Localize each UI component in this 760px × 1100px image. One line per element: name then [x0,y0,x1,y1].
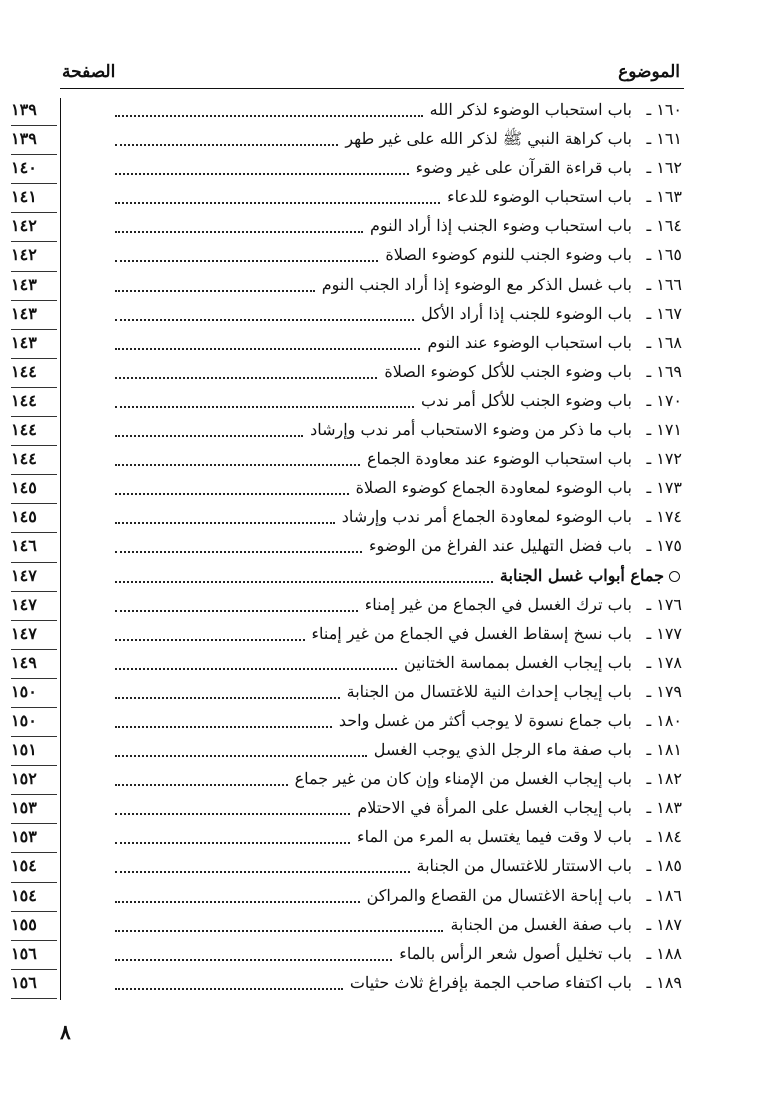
chapter-number: ١٨٤ ـ [646,827,682,847]
section-title [500,566,680,585]
dot-leader [115,435,303,437]
title-text: باب الوضوء للجنب إذا أراد الأكل [421,303,632,323]
dot-leader [115,319,414,321]
page-number: ١٥٠ [11,681,37,701]
page-number-rule [11,707,57,708]
page-number: ١٤٥ [11,507,37,527]
chapter-title [430,100,632,119]
title-text: باب تخليل أصول شعر الرأس بالماء [399,943,632,963]
page-number-rule [11,532,57,533]
dot-leader [115,493,349,495]
page-number-rule [11,445,57,446]
dot-leader [115,406,414,408]
dot-leader [115,871,410,873]
chapter-title [365,595,632,614]
toc-section-heading [11,564,684,593]
dot-leader [115,231,363,233]
page-number: ١٥٤ [11,856,37,876]
title-text: باب الوضوء لمعاودة الجماع كوضوء الصلاة [355,478,632,498]
chapter-number: ١٧٩ ـ [646,681,682,701]
page-number: ١٥٤ [11,885,37,905]
chapter-title [450,915,632,934]
title-text: باب لا وقت فيما يغتسل به المرء من الماء [357,827,632,847]
dot-leader [115,290,315,292]
chapter-title [404,653,632,672]
chapter-number: ١٦٥ ـ [646,245,682,265]
dot-leader [115,813,350,815]
page-number-rule [11,358,57,359]
chapter-number: ١٦٩ ـ [646,361,682,381]
chapter-number: ١٧٢ ـ [646,449,682,469]
page-number: ١٣٩ [11,129,37,149]
page-number-rule [11,125,57,126]
chapter-title [357,827,632,846]
page-number: ١٥٣ [11,798,37,818]
title-text: باب استحباب وضوء الجنب إذا أراد النوم [369,216,632,236]
page-number: ١٤٢ [11,216,37,236]
title-text: جماع أبواب غسل الجنابة [499,565,664,585]
chapter-title [356,478,632,497]
title-text: باب صفة الغسل من الجنابة [450,914,632,934]
dot-leader [115,755,367,757]
title-text: باب إيجاب الغسل على المرأة في الاحتلام [357,798,632,818]
dot-leader [115,697,340,699]
title-text: باب الاستتار للاغتسال من الجنابة [416,856,632,876]
page-column-label: الصفحة [62,62,116,82]
chapter-title [447,187,632,206]
page-number-rule [11,649,57,650]
page-number-rule [11,183,57,184]
title-text: باب إيجاب الغسل من الإمناء وإن كان من غير جماع [294,769,632,789]
page-number-rule [11,911,57,912]
toc-row [11,622,684,651]
topic-column-label: الموضوع [618,62,680,82]
page-number-rule [11,154,57,155]
page-number: ١٤٤ [11,390,37,410]
title-text: باب وضوء الجنب للأكل كوضوء الصلاة [384,361,632,381]
chapter-number: ١٧٥ ـ [646,536,682,556]
page-number-rule [11,329,57,330]
title-text: باب استحباب الوضوء عند النوم [427,332,632,352]
dot-leader [115,377,377,379]
chapter-number: ١٨٩ ـ [646,972,682,992]
page-number: ١٤٤ [11,449,37,469]
page-number-rule [11,940,57,941]
toc-list [11,98,684,1000]
page-number: ١٤٣ [11,274,37,294]
chapter-number: ١٨٦ ـ [646,885,682,905]
page-number-rule [11,823,57,824]
title-text: باب وضوء الجنب للأكل أمر ندب [420,390,632,410]
page-number-rule [11,765,57,766]
title-text: باب كراهة النبي ﷺ لذكر الله على غير طهر [345,129,632,149]
page-number-rule [11,271,57,272]
page-number-rule [11,852,57,853]
toc-row [11,884,684,913]
page-number: ١٤٠ [11,158,37,178]
page-number: ١٤٦ [11,536,37,556]
toc-row [11,680,684,709]
chapter-number: ١٦٠ ـ [646,100,682,119]
chapter-title [347,682,632,701]
dot-leader [115,901,360,903]
toc-row [11,534,684,563]
page-number-rule [11,794,57,795]
title-text: باب الوضوء لمعاودة الجماع أمر ندب وإرشاد [341,507,632,527]
title-text: باب غسل الذكر مع الوضوء إذا أراد الجنب النوم [321,274,632,294]
page-number: ١٤٩ [11,652,37,672]
toc-row [11,476,684,505]
dot-leader [115,464,360,466]
chapter-title [370,216,632,235]
page-number-rule [11,678,57,679]
page-number-rule [11,212,57,213]
chapter-number: ١٨٥ ـ [646,856,682,876]
chapter-number: ١٨٨ ـ [646,943,682,963]
page-number: ١٤٤ [11,361,37,381]
toc-row [11,651,684,680]
page-number-rule [11,474,57,475]
chapter-number: ١٧٤ ـ [646,507,682,527]
dot-leader [115,522,335,524]
dot-leader [115,959,392,961]
toc-row [11,447,684,476]
toc-row [11,156,684,185]
page-number: ١٥٦ [11,943,37,963]
chapter-title [367,886,632,905]
page-number-rule [11,736,57,737]
chapter-title [374,740,632,759]
toc-row [11,738,684,767]
chapter-title [369,536,632,555]
dot-leader [115,988,343,990]
title-text: باب قراءة القرآن على غير وضوء [415,158,632,178]
title-text: باب صفة ماء الرجل الذي يوجب الغسل [373,740,632,760]
chapter-number: ١٧٦ ـ [646,594,682,614]
dot-leader [115,173,409,175]
chapter-number: ١٦١ ـ [646,129,682,149]
page-number-rule [11,620,57,621]
dot-leader [115,551,362,553]
page-number: ١٥٠ [11,710,37,730]
title-text: باب فضل التهليل عند الفراغ من الوضوء [368,536,632,556]
page-number-rule [11,969,57,970]
title-text: باب نسخ إسقاط الغسل في الجماع من غير إمناء [311,623,632,643]
page-number: ١٤٢ [11,245,37,265]
chapter-number: ١٦٣ ـ [646,187,682,207]
dot-leader [115,610,358,612]
dot-leader [115,726,332,728]
page-number-rule [11,591,57,592]
chapter-number: ١٦٢ ـ [646,158,682,178]
chapter-title [385,245,632,264]
page-number: ١٤٣ [11,303,37,323]
toc-row [11,360,684,389]
title-text: باب استحباب الوضوء للدعاء [447,187,632,207]
toc-row [11,243,684,272]
dot-leader [115,202,440,204]
toc-row [11,418,684,447]
page-number-rule [11,387,57,388]
dot-leader [115,144,338,146]
chapter-title [416,158,632,177]
chapter-title [312,624,633,643]
toc-row [11,214,684,243]
title-text: باب ترك الغسل في الجماع من غير إمناء [364,594,632,614]
toc-header [60,52,684,89]
toc-row [11,913,684,942]
page-number: ١٥٣ [11,827,37,847]
chapter-title [367,449,632,468]
page-number-rule [11,300,57,301]
chapter-title [427,333,632,352]
toc-row [11,389,684,418]
dot-leader [115,784,288,786]
title-text: باب اكتفاء صاحب الجمة بإفراغ ثلاث حثيات [349,972,632,992]
toc-row [11,825,684,854]
toc-row [11,505,684,534]
chapter-number: ١٨١ ـ [646,740,682,760]
page-number-rule [11,562,57,563]
chapter-title [339,711,632,730]
chapter-title [384,362,632,381]
page-number: ١٤١ [11,187,37,207]
title-text: باب إيجاب إحداث النية للاغتسال من الجنابة [346,681,632,701]
toc-row [11,942,684,971]
chapter-title [342,507,632,526]
page-number: ١٣٩ [11,100,37,119]
dot-leader [115,842,350,844]
chapter-number: ١٧٧ ـ [646,623,682,643]
chapter-number: ١٧٠ ـ [646,390,682,410]
page-number: ١٤٣ [11,332,37,352]
chapter-number: ١٧٨ ـ [646,652,682,672]
page-number: ١٥٥ [11,914,37,934]
title-text: باب استحباب الوضوء لذكر الله [429,100,632,119]
dot-leader [115,668,397,670]
page-number: ١٥٦ [11,972,37,992]
page-number: ١٥٢ [11,769,37,789]
toc-row [11,854,684,883]
page-number: ١٤٧ [11,594,37,614]
toc-row [11,185,684,214]
page-number-rule [11,998,57,999]
toc-row [11,709,684,738]
chapter-number: ١٨٧ ـ [646,914,682,934]
chapter-number: ١٨٢ ـ [646,769,682,789]
toc-row [11,796,684,825]
chapter-title [357,798,632,817]
chapter-title [417,856,633,875]
chapter-title [295,769,632,788]
toc-row [11,971,684,1000]
chapter-title [350,973,632,992]
chapter-number: ١٧٣ ـ [646,478,682,498]
chapter-number: ١٦٤ ـ [646,216,682,236]
toc-row [11,302,684,331]
footer-page-number: ٨ [60,1020,71,1044]
page-number-rule [11,503,57,504]
title-text: باب وضوء الجنب للنوم كوضوء الصلاة [385,245,632,265]
toc-row [11,331,684,360]
page-number: ١٤٤ [11,420,37,440]
chapter-title [310,420,632,439]
title-text: باب ما ذكر من وضوء الاستحباب أمر ندب وإرشاد [310,420,632,440]
toc-row [11,127,684,156]
title-text: باب استحباب الوضوء عند معاودة الجماع [366,449,632,469]
dot-leader [115,260,378,262]
page-number: ١٤٧ [11,565,37,585]
dot-leader [115,115,423,117]
toc-row [11,593,684,622]
chapter-number: ١٦٨ ـ [646,332,682,352]
toc-page [11,52,684,1062]
chapter-number: ١٦٦ ـ [646,274,682,294]
chapter-number: ١٦٧ ـ [646,303,682,323]
title-text: باب جماع نسوة لا يوجب أكثر من غسل واحد [338,710,632,730]
chapter-title [421,391,632,410]
dot-leader [115,348,420,350]
page-number-rule [11,241,57,242]
chapter-title [322,275,632,294]
title-text: باب إيجاب الغسل بمماسة الختانين [404,652,632,672]
toc-row [11,273,684,302]
page-number-rule [11,882,57,883]
page-number: ١٤٥ [11,478,37,498]
toc-row [11,98,684,127]
dot-leader [115,639,305,641]
dot-leader [115,930,443,932]
chapter-title [421,304,632,323]
circle-bullet-icon [669,571,680,582]
chapter-title [345,129,632,152]
page-number: ١٤٧ [11,623,37,643]
page-number: ١٥١ [11,740,37,760]
chapter-title [399,944,632,963]
chapter-number: ١٨٣ ـ [646,798,682,818]
dot-leader [115,581,493,583]
toc-row [11,767,684,796]
chapter-number: ١٧١ ـ [646,420,682,440]
page-number-rule [11,416,57,417]
chapter-number: ١٨٠ ـ [646,710,682,730]
title-text: باب إباحة الاغتسال من القصاع والمراكن [366,885,632,905]
